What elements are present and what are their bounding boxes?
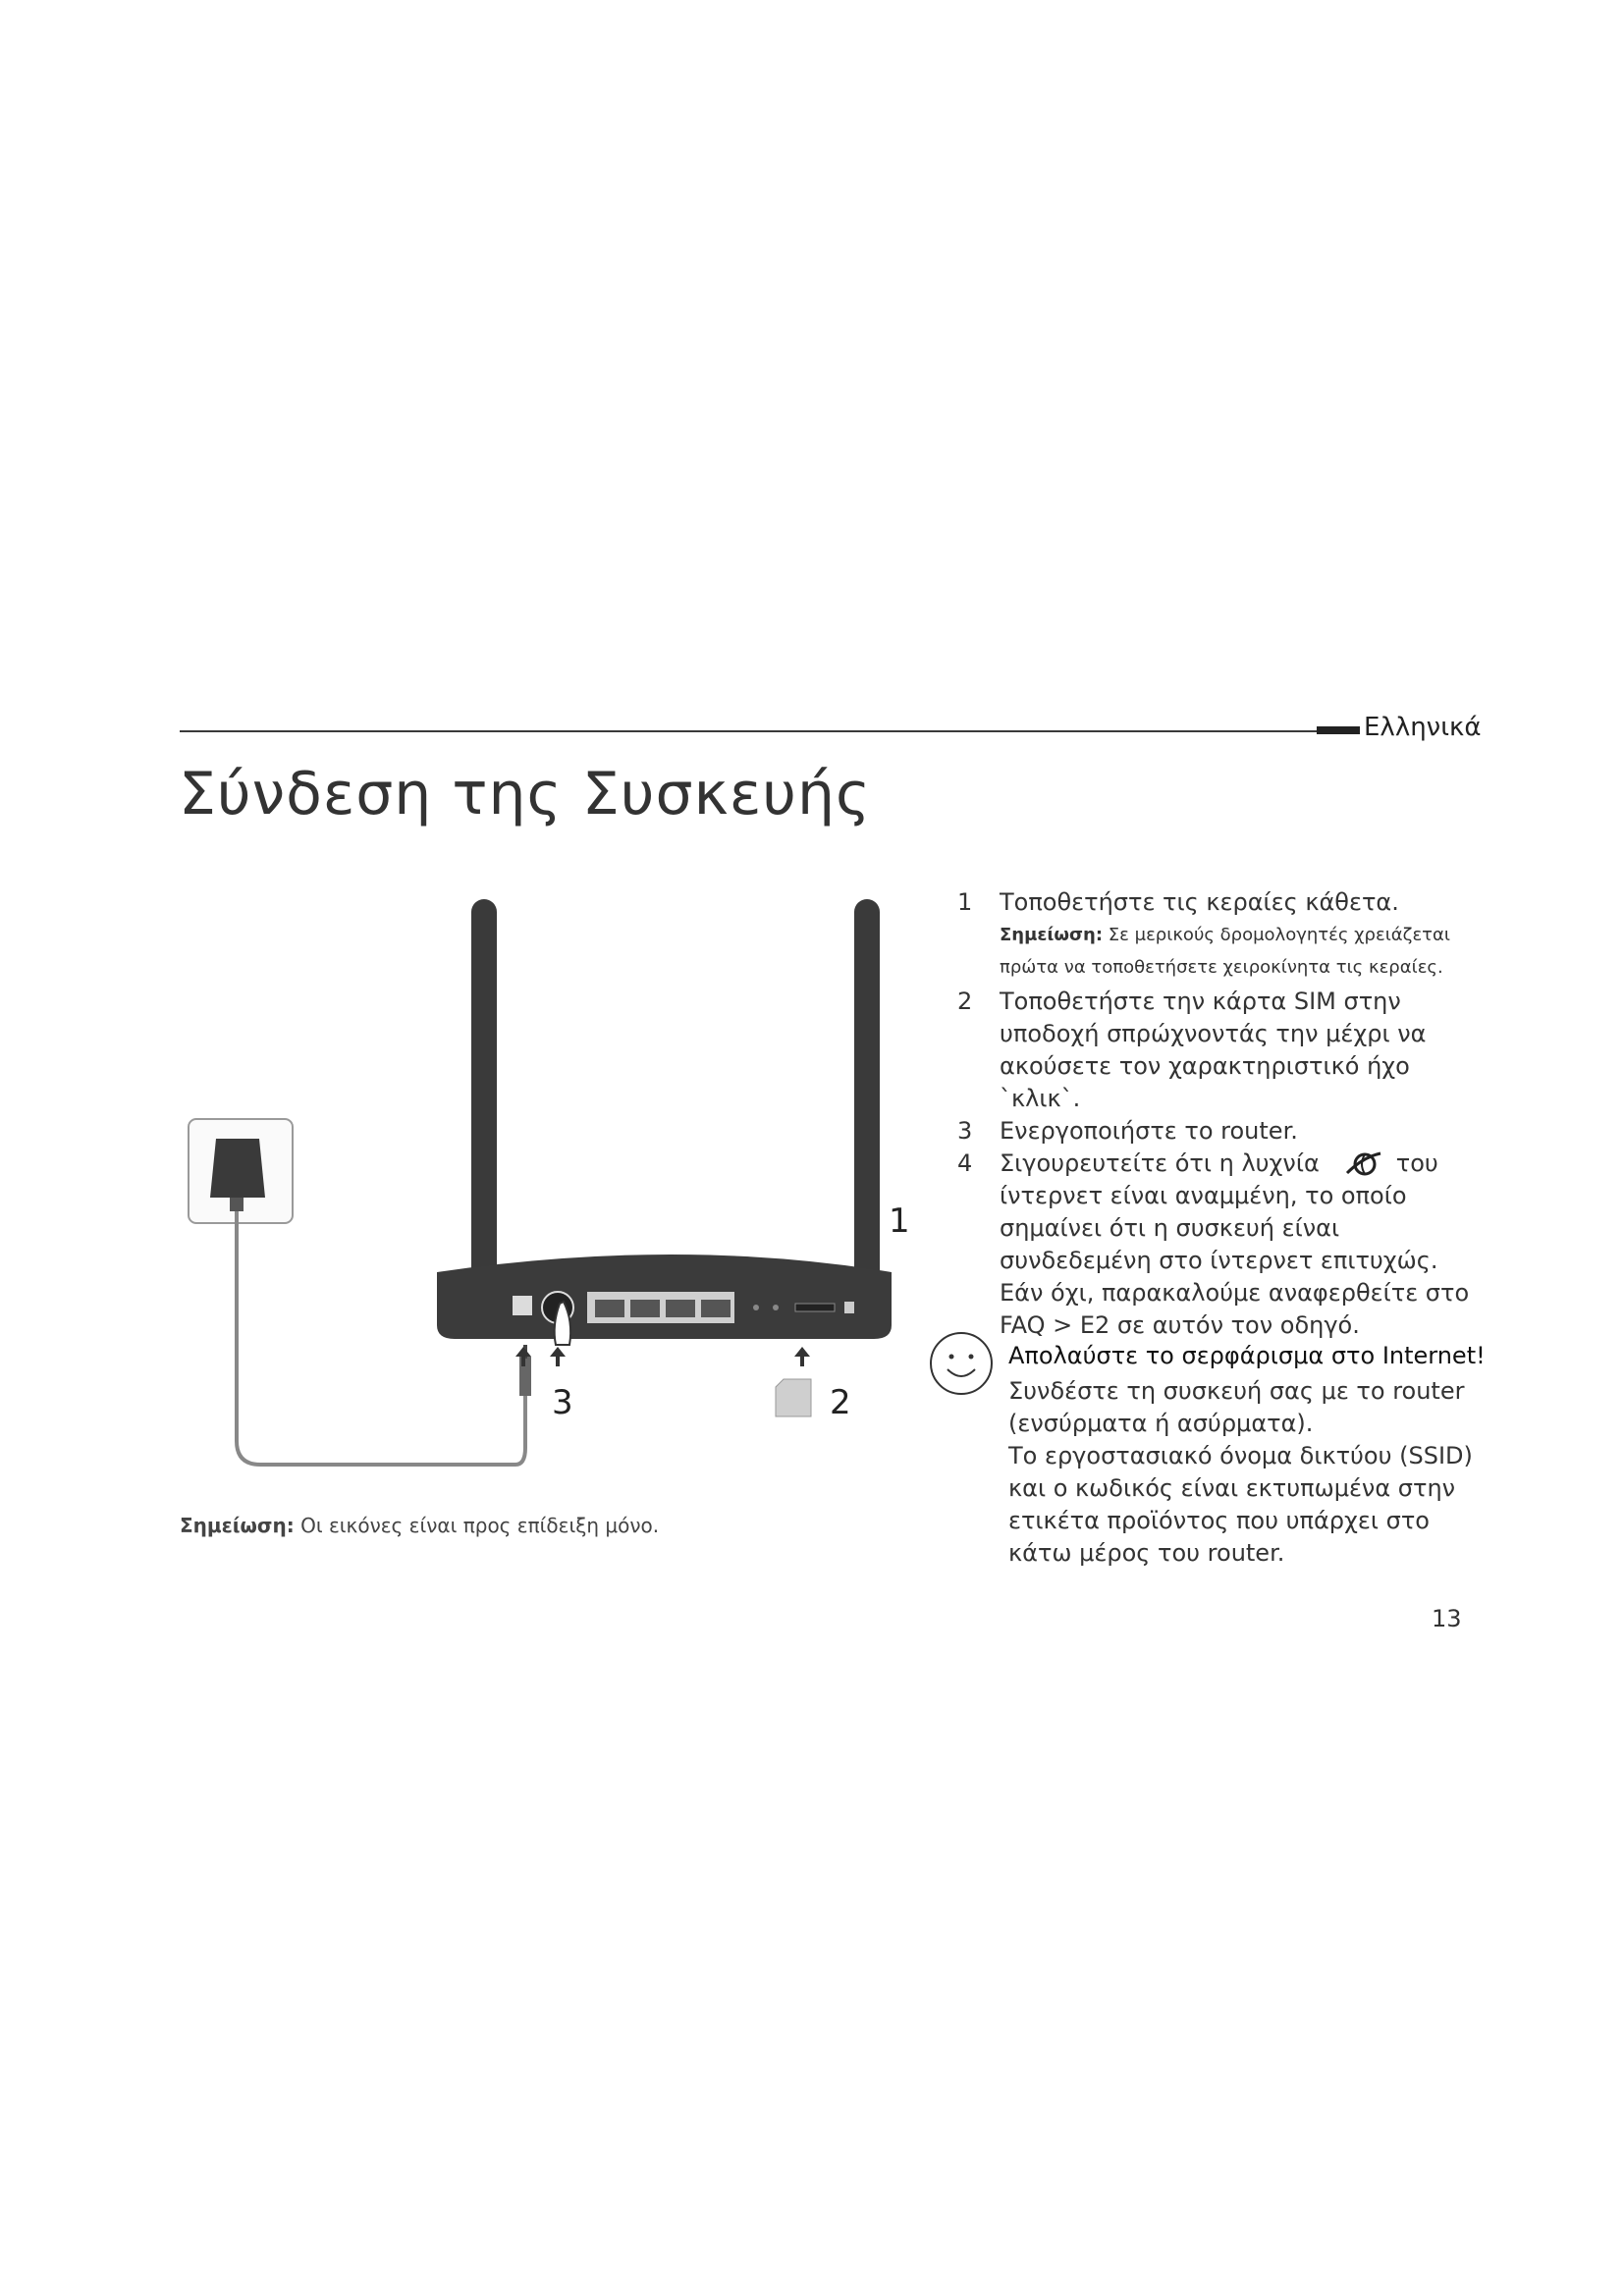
antenna-right xyxy=(854,899,880,1292)
step-2: 2 Τοποθετήστε την κάρτα SIM στην υποδοχή σπρώχνοντάς την μέχρι να ακούσετε τον χαρακτηριστικό ήχο `κλικ`. xyxy=(957,988,1427,1112)
smiley-face-icon xyxy=(928,1330,995,1397)
arrow-power-button xyxy=(550,1347,566,1366)
setup-steps xyxy=(957,886,1488,1342)
step-1-note: Σημείωση: Σε μερικούς δρομολογητές χρειάζεται πρώτα να τοποθετήσετε χειροκίνητα τις κεραίες. xyxy=(1000,925,1450,978)
sim-card-icon xyxy=(776,1379,811,1416)
language-label: Ελληνικά xyxy=(1364,713,1482,742)
enjoy-heading: Απολαύστε το σερφάρισμα στο Internet! xyxy=(1008,1342,1486,1369)
header-rule-marker xyxy=(1317,726,1360,734)
sim-slot xyxy=(795,1304,835,1311)
label-sim: 2 xyxy=(830,1383,851,1422)
enjoy-text-1: Συνδέστε τη συσκευή σας με το router (ενσύρματα ή ασύρματα). xyxy=(1008,1377,1465,1437)
arrow-sim-slot xyxy=(794,1347,810,1366)
label-power: 3 xyxy=(552,1383,573,1422)
internet-globe-icon xyxy=(1343,1149,1382,1179)
header-rule xyxy=(180,730,1319,732)
enjoy-section xyxy=(1008,1340,1499,1570)
step-3: 3 Ενεργοποιήστε το router. xyxy=(957,1117,1298,1145)
router-connection-illustration xyxy=(167,883,933,1492)
antenna-left xyxy=(471,899,497,1292)
step-1: 1 Τοποθετήστε τις κεραίες κάθετα. xyxy=(957,888,1399,916)
enjoy-text-2: Το εργοστασιακό όνομα δικτύου (SSID) και ο κωδικός είναι εκτυπωμένα στην ετικέτα προϊόντος που υπάρχει στο κάτω μέρος του router. xyxy=(1008,1442,1473,1567)
illustration-note: Σημείωση: Οι εικόνες είναι προς επίδειξη μόνο. xyxy=(180,1514,660,1537)
page-number: 13 xyxy=(1432,1605,1462,1632)
step-4: 4 Σιγουρευτείτε ότι η λυχνία του ίντερνετ είναι αναμμένη, το οποίο σημαίνει ότι η συσκευή είναι συνδεδεμένη στο ίντερνετ επιτυχώς. Εάν όχι, παρακαλούμε αναφερθείτε στο FAQ > E2 σε αυτόν τον οδηγό. xyxy=(957,1149,1470,1339)
power-adapter xyxy=(210,1139,265,1198)
power-port xyxy=(513,1296,532,1315)
adapter-plug xyxy=(230,1198,244,1211)
page-title: Σύνδεση της Συσκευής xyxy=(179,760,872,828)
label-antenna: 1 xyxy=(889,1201,910,1241)
